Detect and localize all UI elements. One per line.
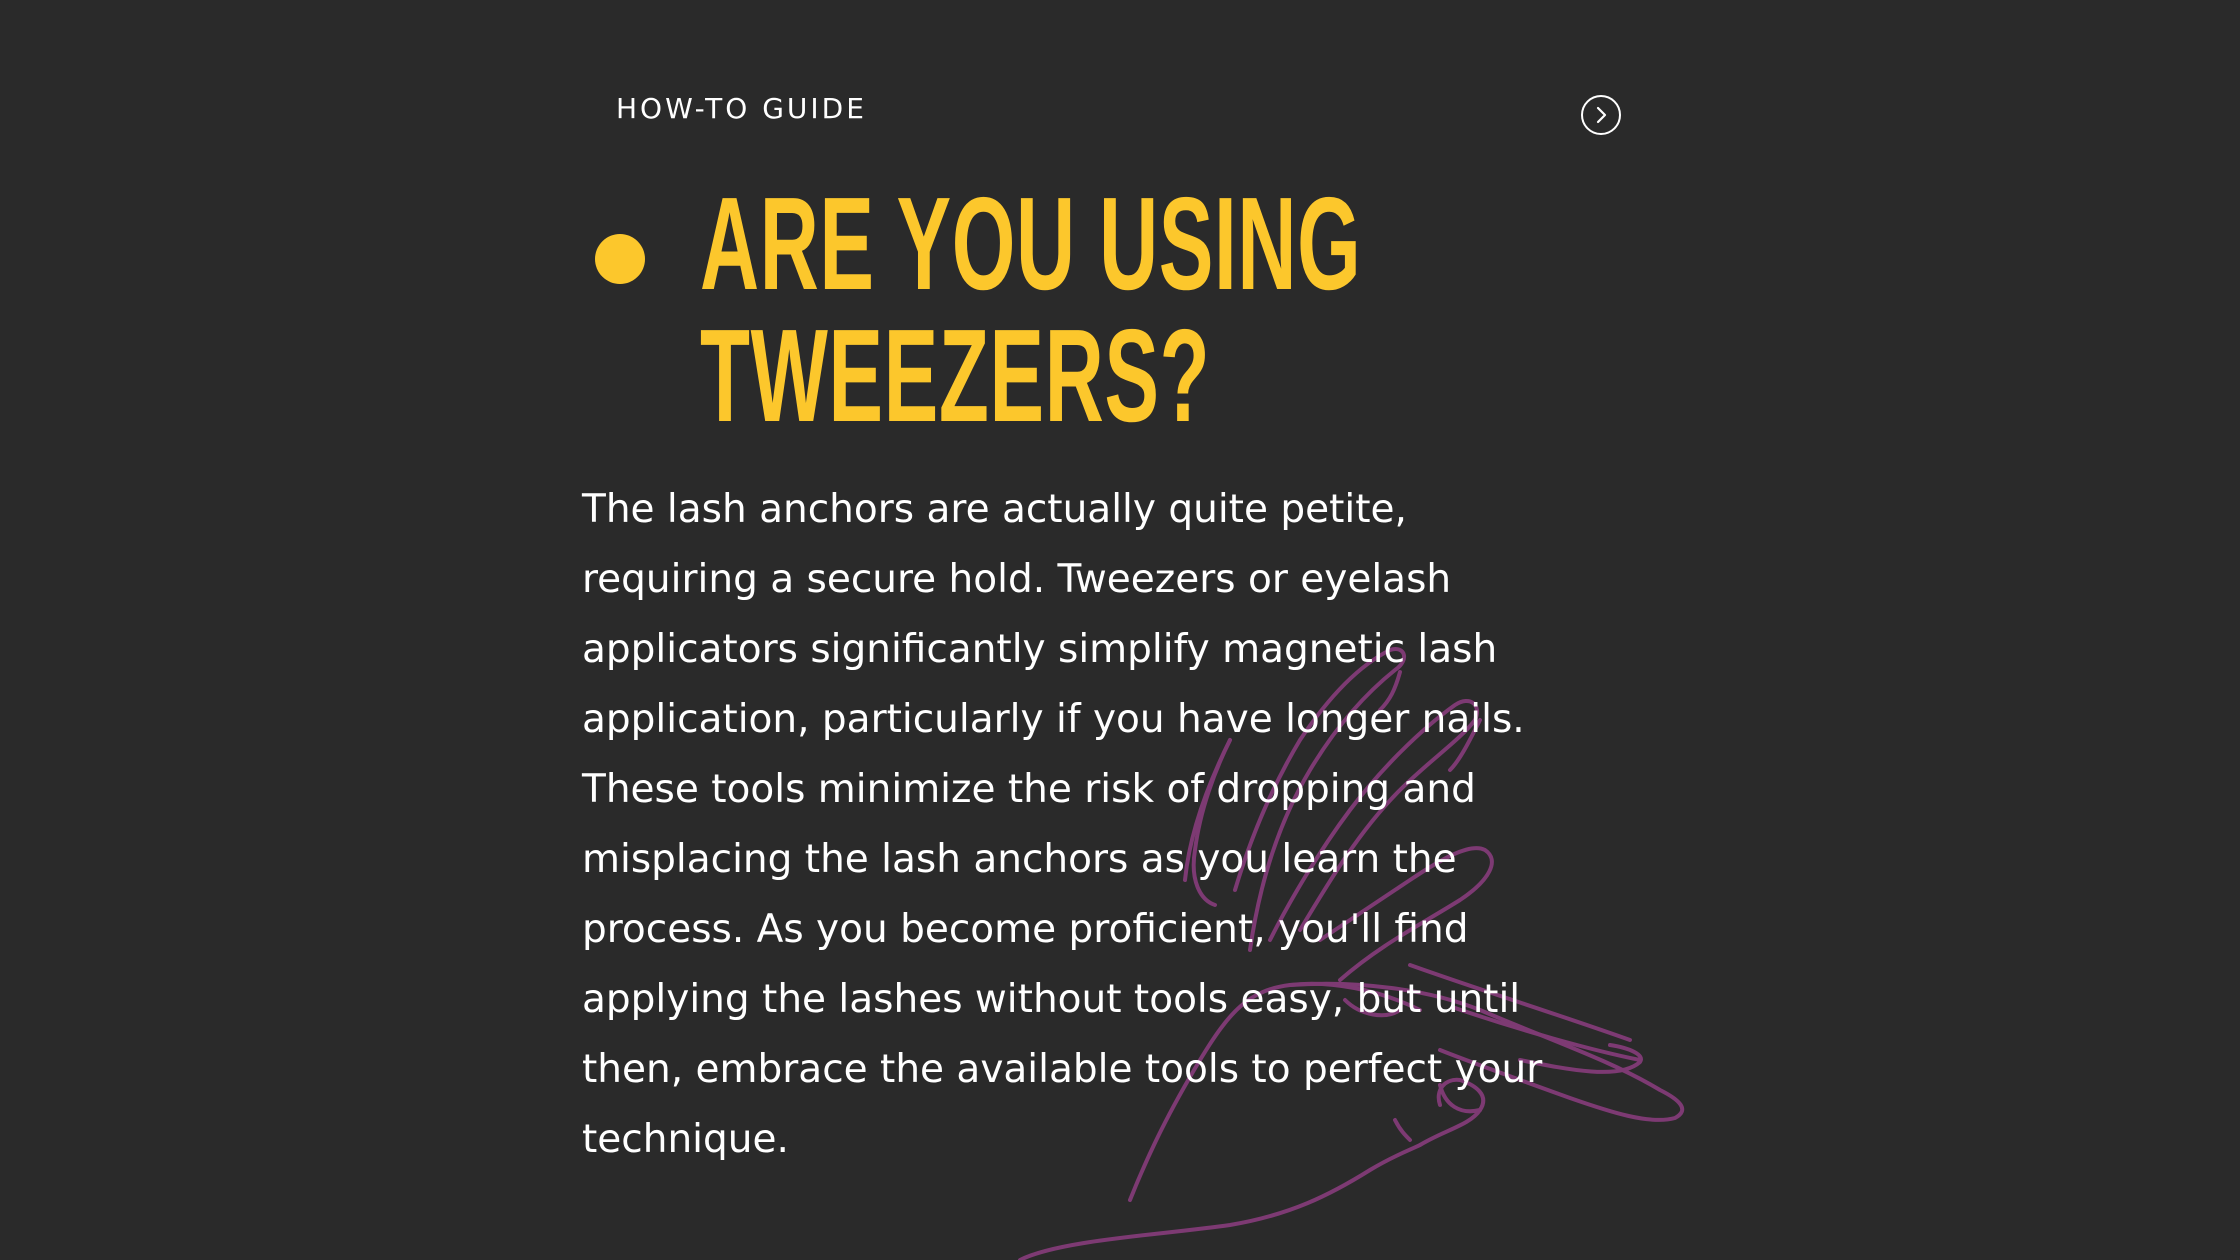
body-paragraph [582,475,1652,1175]
body-line: process. As you become proficient, you'll find [582,907,1469,952]
next-button[interactable] [1581,95,1621,135]
body-line: then, embrace the available tools to perfect your [582,1047,1543,1092]
body-line: application, particularly if you have longer nails. [582,697,1525,742]
body-line: The lash anchors are actually quite petite, [582,487,1407,532]
body-line: applying the lashes without tools easy, but until [582,977,1521,1022]
page-title-line: TWEEZERS? [700,302,1211,449]
body-line: misplacing the lash anchors as you learn the [582,837,1457,882]
chevron-right-icon [1583,97,1619,133]
body-line: requiring a secure hold. Tweezers or eyelash [582,557,1452,602]
eyebrow-label: HOW-TO GUIDE [616,92,867,125]
page-title [700,170,1362,449]
body-line: applicators significantly simplify magnetic lash [582,627,1498,672]
body-line: technique. [582,1117,789,1162]
bullet-dot [595,234,645,284]
body-line: These tools minimize the risk of dropping and [582,767,1476,812]
page-title-line: ARE YOU USING [700,170,1362,317]
